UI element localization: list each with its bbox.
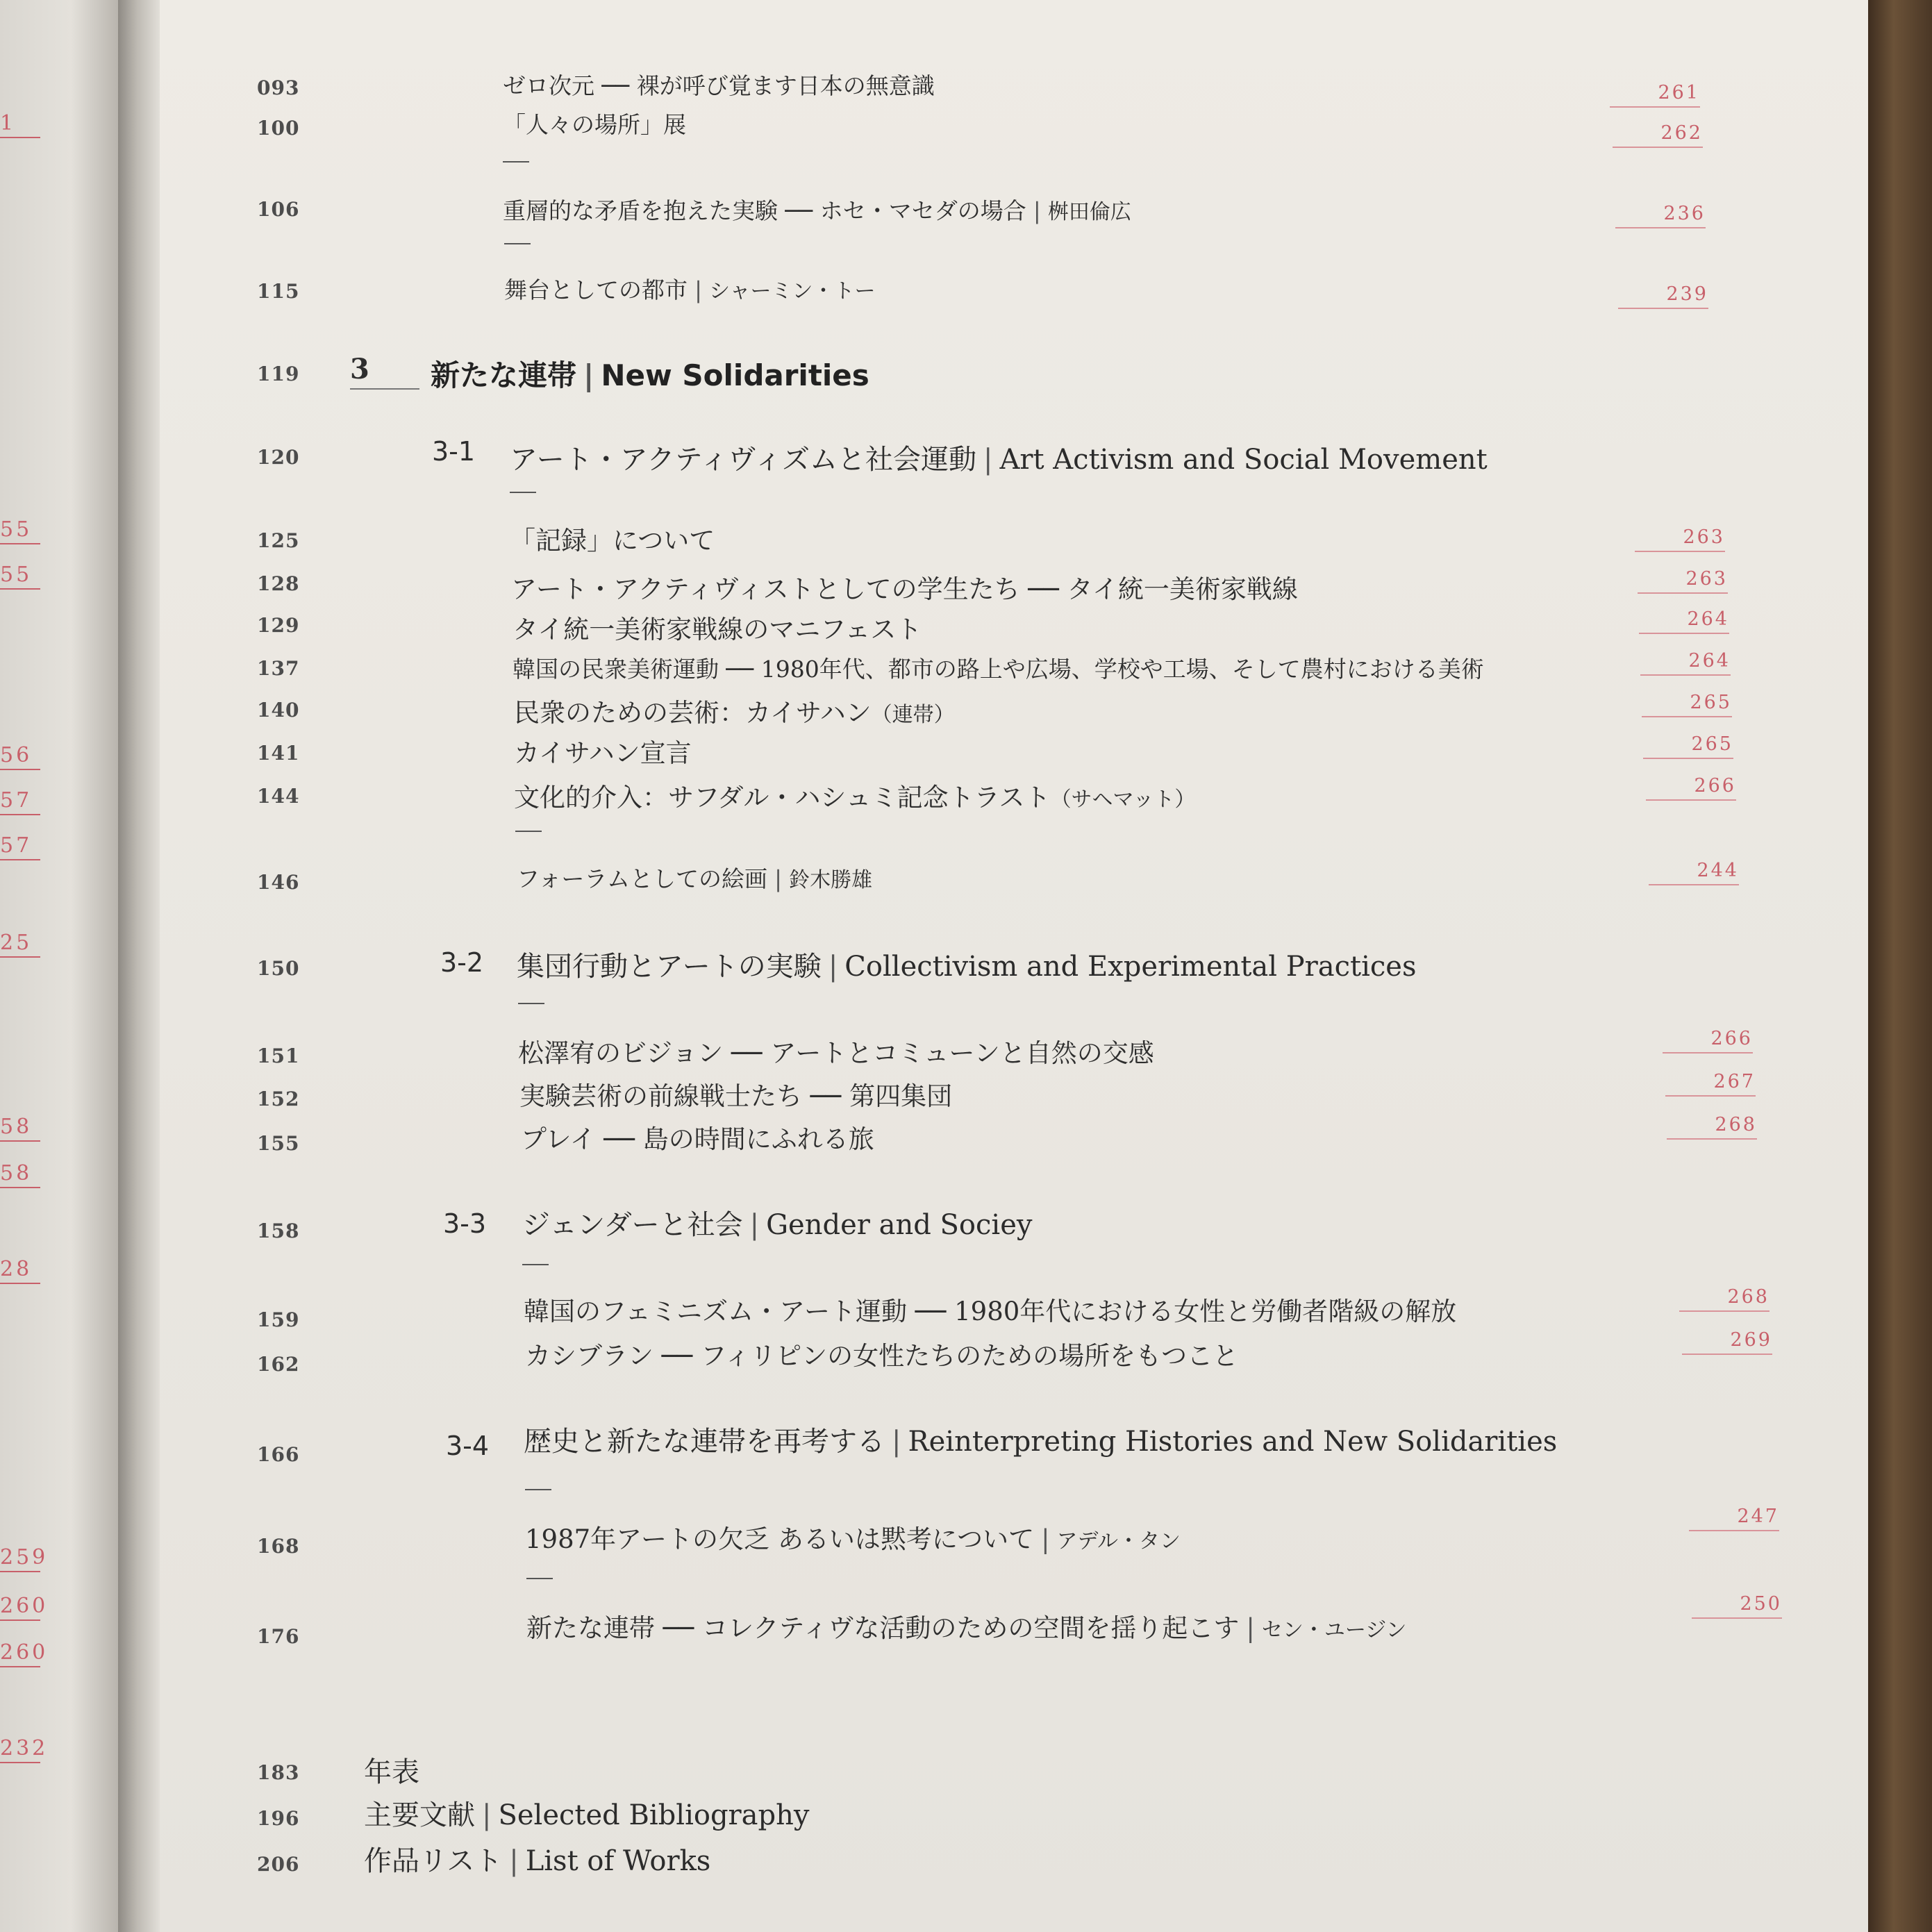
toc-ref-number: 264 <box>1640 650 1731 676</box>
toc-page-number: 162 <box>257 1353 300 1376</box>
section-number: 3-4 <box>446 1431 490 1461</box>
toc-ref-number: 268 <box>1679 1286 1769 1312</box>
author-name: アデル・タン <box>1056 1529 1181 1554</box>
toc-entry-title: プレイ ── 島の時間にふれる旅 <box>521 1124 874 1154</box>
toc-entry-title: 主要文献 | Selected Bibliography <box>364 1799 810 1831</box>
toc-entry-title: フォーラムとしての絵画 | 鈴木勝雄 <box>517 865 873 892</box>
chapter-number: 3 <box>350 353 419 390</box>
toc-page-number: 159 <box>257 1308 300 1331</box>
toc-ref-number: 263 <box>1635 526 1725 552</box>
dash-separator <box>518 1003 544 1004</box>
toc-ref-number: 247 <box>1689 1506 1779 1531</box>
dash-separator <box>522 1264 549 1265</box>
left-page-number: 57 <box>0 788 40 815</box>
toc-page-number: 129 <box>257 614 300 637</box>
toc-ref-number: 261 <box>1610 82 1700 108</box>
toc-entry-title: 1987年アートの欠乏 あるいは黙考について | アデル・タン <box>525 1524 1181 1554</box>
section-title: ジェンダーと社会 | Gender and Sociey <box>522 1209 1033 1241</box>
toc-entry-title: 実験芸術の前線戦士たち ── 第四集団 <box>519 1081 953 1111</box>
toc-entry-title: タイ統一美術家戦線のマニフェスト <box>513 615 922 644</box>
toc-ref-number: 263 <box>1638 568 1728 594</box>
left-page-number: 58 <box>0 1115 40 1142</box>
author-name: 桝田倫広 <box>1047 200 1131 224</box>
toc-entry-title: 民衆のための芸術：カイサハン（連帯） <box>514 698 955 728</box>
toc-ref-number: 269 <box>1682 1329 1772 1355</box>
toc-entry-title: 「人々の場所」展 <box>503 111 686 138</box>
toc-page-number: 168 <box>257 1535 300 1558</box>
toc-page-number: 146 <box>257 871 300 894</box>
toc-entry-title: 新たな連帯 ── コレクティヴな活動のための空間を揺り起こす | セン・ユージン <box>526 1613 1407 1643</box>
toc-ref-number: 266 <box>1663 1028 1753 1054</box>
author-name: 鈴木勝雄 <box>789 868 873 892</box>
toc-ref-number: 250 <box>1692 1593 1782 1619</box>
left-page-edge <box>0 0 118 1932</box>
toc-ref-number: 265 <box>1642 692 1732 717</box>
toc-page-number: 106 <box>257 198 300 221</box>
left-page-number: 260 <box>0 1640 40 1667</box>
dash-separator <box>504 243 531 244</box>
toc-entry-title: 松澤宥のビジョン ── アートとコミューンと自然の交感 <box>518 1038 1154 1068</box>
section-number: 3-3 <box>443 1208 487 1239</box>
section-number: 3-2 <box>440 947 484 978</box>
book-gutter <box>118 0 160 1932</box>
left-page-number: 259 <box>0 1545 40 1572</box>
toc-page-number: 128 <box>257 572 300 595</box>
toc-page-number: 120 <box>257 446 300 469</box>
toc-entry-title: カシブラン ── フィリピンの女性たちのための場所をもつこと <box>525 1341 1239 1371</box>
toc-entry-title: 韓国の民衆美術運動 ── 1980年代、都市の路上や広場、学校や工場、そして農村における美術 <box>513 656 1484 683</box>
toc-entry-title: 年表 <box>364 1756 419 1788</box>
toc-ref-number: 268 <box>1667 1114 1757 1140</box>
table-surface <box>1868 0 1932 1932</box>
section-title: 歴史と新たな連帯を再考する | Reinterpreting Histories and New Solidarities <box>524 1426 1558 1458</box>
left-page-number: 28 <box>0 1257 40 1284</box>
toc-entry-title: 舞台としての都市 | シャーミン・トー <box>504 276 876 303</box>
toc-entry-title: 作品リスト | List of Works <box>364 1845 711 1877</box>
toc-page-number: 152 <box>257 1088 300 1110</box>
toc-page-number: 166 <box>257 1443 300 1466</box>
toc-page-number: 196 <box>257 1807 300 1830</box>
left-page-number: 55 <box>0 517 40 544</box>
toc-page-number: 141 <box>257 742 300 765</box>
left-page-number: 57 <box>0 833 40 860</box>
toc-entry-title: ゼロ次元 ── 裸が呼び覚ます日本の無意識 <box>503 72 935 99</box>
left-page-number: 25 <box>0 931 40 958</box>
section-title: 集団行動とアートの実験 | Collectivism and Experimental Practices <box>517 951 1417 983</box>
toc-page-number: 144 <box>257 785 300 808</box>
author-name: シャーミン・トー <box>709 279 876 303</box>
entry-note: （連帯） <box>871 703 955 727</box>
toc-page-number: 176 <box>257 1625 300 1648</box>
toc-ref-number: 262 <box>1613 122 1703 148</box>
toc-page-number: 155 <box>257 1132 300 1155</box>
dash-separator <box>510 492 536 493</box>
toc-entry-title: アート・アクティヴィストとしての学生たち ── タイ統一美術家戦線 <box>511 574 1298 604</box>
toc-ref-number: 236 <box>1615 203 1706 228</box>
chapter-title: 新たな連帯 | New Solidarities <box>431 358 869 392</box>
toc-ref-number: 265 <box>1643 733 1733 759</box>
toc-page-number: 183 <box>257 1761 300 1784</box>
toc-ref-number: 267 <box>1665 1071 1756 1097</box>
entry-note: （サヘマット） <box>1050 788 1196 812</box>
toc-page-number: 140 <box>257 699 300 722</box>
toc-page-number: 151 <box>257 1044 300 1067</box>
toc-ref-number: 266 <box>1646 775 1736 801</box>
left-page-number: 1 <box>0 111 40 138</box>
toc-page-number: 150 <box>257 957 300 980</box>
toc-entry-title: 「記録」について <box>510 526 715 556</box>
left-page-number: 232 <box>0 1736 40 1763</box>
dash-separator <box>503 161 529 163</box>
toc-page-number: 158 <box>257 1219 300 1242</box>
dash-separator <box>515 831 542 832</box>
toc-page-number: 137 <box>257 657 300 680</box>
dash-separator <box>526 1578 553 1579</box>
toc-page-number: 093 <box>257 76 300 99</box>
author-name: セン・ユージン <box>1261 1618 1407 1642</box>
toc-entry-title: 重層的な矛盾を抱えた実験 ── ホセ・マセダの場合 | 桝田倫広 <box>503 197 1131 224</box>
toc-page-number: 119 <box>257 363 300 385</box>
toc-page-number: 100 <box>257 117 300 140</box>
toc-page-number: 125 <box>257 529 300 552</box>
left-page-number: 58 <box>0 1161 40 1188</box>
toc-page-number: 115 <box>257 280 300 303</box>
toc-ref-number: 264 <box>1639 608 1729 634</box>
toc-entry-title: 韓国のフェミニズム・アート運動 ── 1980年代における女性と労働者階級の解放 <box>524 1297 1457 1326</box>
toc-page-number: 206 <box>257 1853 300 1876</box>
dash-separator <box>525 1489 551 1490</box>
left-page-number: 260 <box>0 1594 40 1621</box>
section-title: アート・アクティヴィズムと社会運動 | Art Activism and Social Movement <box>510 444 1488 476</box>
left-page-number: 56 <box>0 743 40 770</box>
section-number: 3-1 <box>432 436 476 467</box>
left-page-number: 55 <box>0 563 40 590</box>
toc-ref-number: 239 <box>1618 283 1708 309</box>
toc-ref-number: 244 <box>1649 860 1739 885</box>
toc-entry-title: カイサハン宣言 <box>514 738 692 768</box>
toc-entry-title: 文化的介入：サフダル・ハシュミ記念トラスト（サヘマット） <box>514 783 1196 813</box>
